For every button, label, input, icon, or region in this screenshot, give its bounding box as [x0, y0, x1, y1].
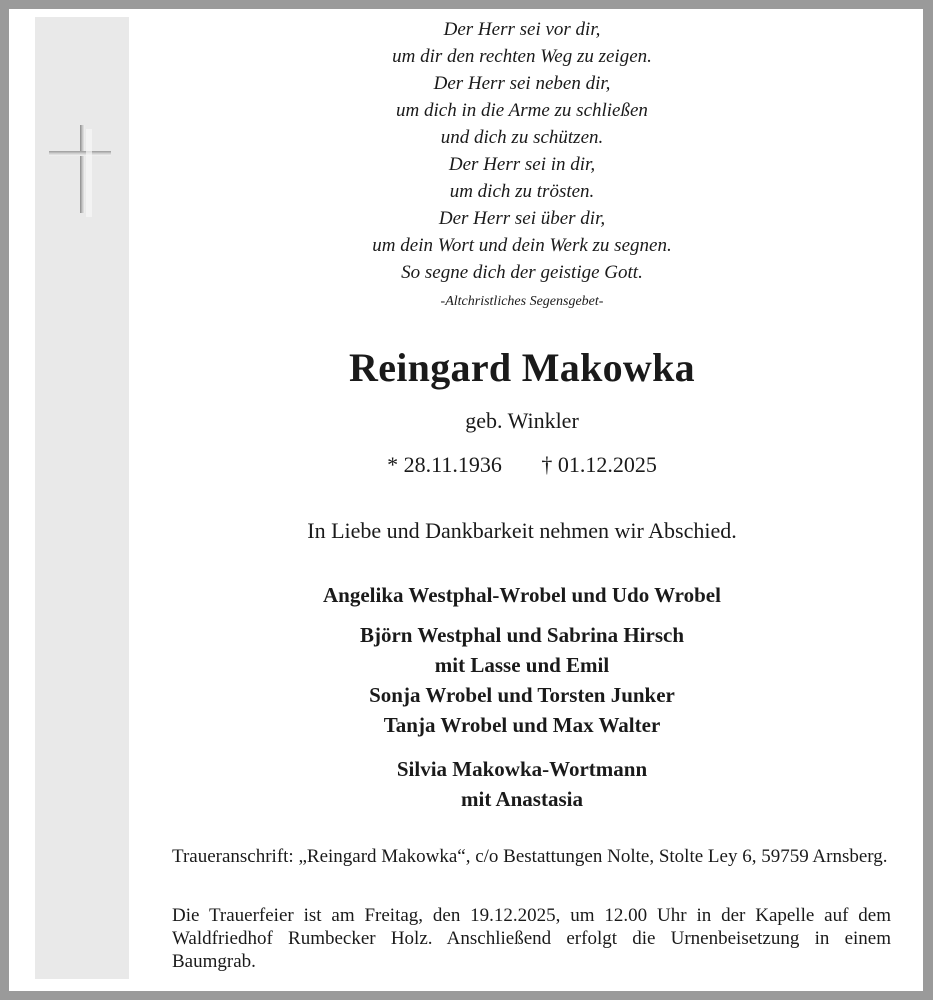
poem-source: -Altchristliches Segensgebet- — [440, 294, 604, 309]
mourner-group — [172, 580, 872, 610]
poem-line: Der Herr sei über dir, — [438, 208, 606, 229]
mourner-line: Silvia Makowka-Wortmann — [396, 757, 648, 781]
birth-name: geb. Winkler — [465, 408, 579, 433]
obituary-notice — [9, 9, 923, 991]
mourning-address: Traueranschrift: „Reingard Makowka“, c/o Bestattungen Nolte, Stolte Ley 6, 59759 Arnsberg. — [172, 846, 888, 867]
poem-line: um dir den rechten Weg zu zeigen. — [392, 46, 652, 67]
mourner-line: Björn Westphal und Sabrina Hirsch — [359, 623, 685, 647]
birth-date: * 28.11.1936 — [387, 452, 502, 477]
poem-line: um dein Wort und dein Werk zu segnen. — [372, 235, 672, 256]
farewell-text: In Liebe und Dankbarkeit nehmen wir Abschied. — [307, 518, 737, 543]
poem — [172, 16, 872, 286]
sidebar-stripe — [35, 17, 129, 979]
deceased-name: Reingard Makowka — [349, 345, 695, 390]
poem-line: und dich zu schützen. — [440, 127, 604, 148]
mourner-line: mit Anastasia — [461, 787, 583, 811]
poem-line: So segne dich der geistige Gott. — [401, 262, 643, 283]
mourner-line: Angelika Westphal-Wrobel und Udo Wrobel — [323, 583, 721, 607]
mourner-line: Sonja Wrobel und Torsten Junker — [369, 683, 675, 707]
life-dates — [172, 452, 872, 478]
cross-icon — [48, 123, 114, 223]
mourner-line: mit Lasse und Emil — [434, 653, 610, 677]
poem-line: Der Herr sei in dir, — [448, 154, 596, 175]
poem-line: um dich zu trösten. — [449, 181, 595, 202]
death-date: † 01.12.2025 — [541, 452, 657, 477]
funeral-service-info: Die Trauerfeier ist am Freitag, den 19.12.2025, um 12.00 Uhr in der Kapelle auf dem Waldfriedhof Rumbecker Holz. Anschließend erfolgt die Urnenbeisetzung in einem Baumgrab. — [172, 905, 891, 972]
mourner-line: Tanja Wrobel und Max Walter — [383, 713, 661, 737]
poem-line: Der Herr sei vor dir, — [443, 19, 601, 40]
poem-line: um dich in die Arme zu schließen — [396, 100, 648, 121]
poem-line: Der Herr sei neben dir, — [433, 73, 611, 94]
mourner-group — [172, 754, 872, 814]
mourner-group — [172, 620, 872, 740]
